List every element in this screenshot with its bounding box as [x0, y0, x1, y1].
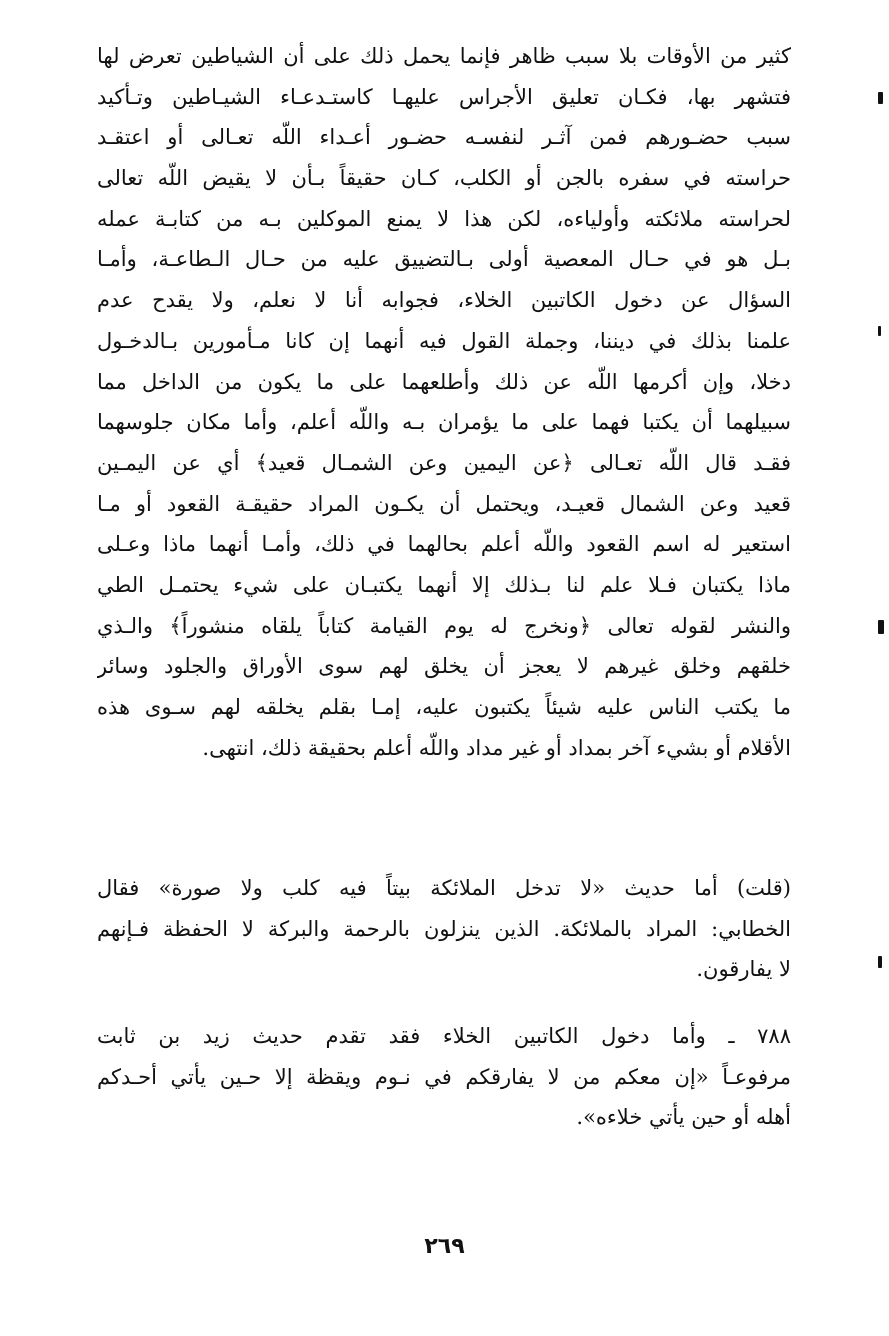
- text-line: أهله أو حين يأتي خلاءه».: [576, 1105, 791, 1130]
- text-line: قعيد وعن الشمال قعيـد، ويحتمل أن يكـون المراد حقيقـة القعود أو مـا: [97, 491, 791, 516]
- text-line: حراسته في سفره بالجن أو الكلب، كـان حقيقاً بـأن لا يقيض اللّه تعالى: [97, 166, 791, 191]
- text-line: سبب حضـورهم فمن آثـر لنفسـه حضـور أعـداء اللّه تعـالى أو اعتقـد: [97, 125, 791, 150]
- text-line: والنشر لقوله تعالى ﴿ونخرج له يوم القيامة كتاباً يلقاه منشوراً﴾ والـذي: [97, 613, 791, 638]
- paragraph-qult: [97, 868, 791, 990]
- text-line: لا يفارقون.: [696, 957, 791, 982]
- text-line: (قلت) أما حديث «لا تدخل الملائكة بيتاً فيه كلب ولا صورة» فقال: [97, 876, 791, 900]
- margin-mark: [878, 620, 884, 634]
- text-line: السؤال عن دخول الكاتبين الخلاء، فجوابه أنا لا نعلم، ولا يقدح عدم: [97, 288, 791, 313]
- paragraph-hadith-788: [97, 1016, 791, 1138]
- text-line: ماذا يكتبان فـلا علم لنا بـذلك إلا أنهما يكتبـان على شيء يحتمـل الطي: [97, 572, 791, 597]
- text-line: لحراسته ملائكته وأولياءه، لكن هذا لا يمنع الموكلين بـه من كتابـة عمله: [97, 206, 791, 231]
- text-line: استعير له اسم القعود واللّه أعلم بحالهما في ذلك، وأمـا أنهما ماذا وعـلى: [97, 532, 791, 557]
- page-number: ٢٦٩: [424, 1234, 465, 1259]
- text-line: كثير من الأوقات بلا سبب ظاهر فإنما يحمل ذلك على أن الشياطين تعرض لها: [97, 44, 791, 68]
- text-line: ما يكتب الناس عليه شيئاً يكتبون عليه، إمـا بقلم يخلقه لهم سـوى هذه: [97, 695, 791, 719]
- margin-mark: [878, 326, 881, 336]
- margin-mark: [878, 92, 883, 104]
- text-line: دخلا، وإن أكرمها اللّه عن ذلك وأطلعهما على ما يكون من الداخل مما: [97, 369, 791, 394]
- text-line: علمنا بذلك في ديننا، وجملة القول فيه أنهما إن كانا مـأمورين بـالدخـول: [97, 328, 791, 353]
- text-line: بـل هو في حـال المعصية أولى بـالتضييق عليه من حـال الـطاعـة، وأمـا: [97, 247, 791, 272]
- text-line: الأقلام أو بشيء آخر بمداد أو غير مداد واللّه أعلم بحقيقة ذلك، انتهى.: [202, 735, 791, 760]
- text-line: فتشهر بها، فكـان تعليق الأجراس عليهـا كاستـدعـاء الشيـاطين وتـأكيد: [97, 84, 791, 109]
- text-line: ٧٨٨ ـ وأما دخول الكاتبين الخلاء فقد تقدم حديث زيد بن ثابت: [97, 1024, 791, 1048]
- text-line: فقـد قال اللّه تعـالى ﴿عن اليمين وعن الشمـال قعيد﴾ أي عن اليمـين: [97, 450, 791, 475]
- text-line: الخطابي: المراد بالملائكة. الذين ينزلون بالرحمة والبركة لا الحفظة فـإنهم: [97, 916, 791, 941]
- text-line: خلقهم وخلق غيرهم لا يعجز أن يخلق لهم سوى الأوراق والجلود وسائر: [97, 654, 791, 679]
- text-line: سبيلهما أن يكتبا فهما على ما يؤمران بـه واللّه أعلم، وأما مكان جلوسهما: [97, 410, 791, 435]
- text-line: مرفوعـاً «إن معكم من لا يفارقكم في نـوم ويقظة إلا حـين يأتي أحـدكم: [97, 1064, 791, 1089]
- paragraph-main: [97, 36, 791, 768]
- margin-mark: [878, 956, 882, 968]
